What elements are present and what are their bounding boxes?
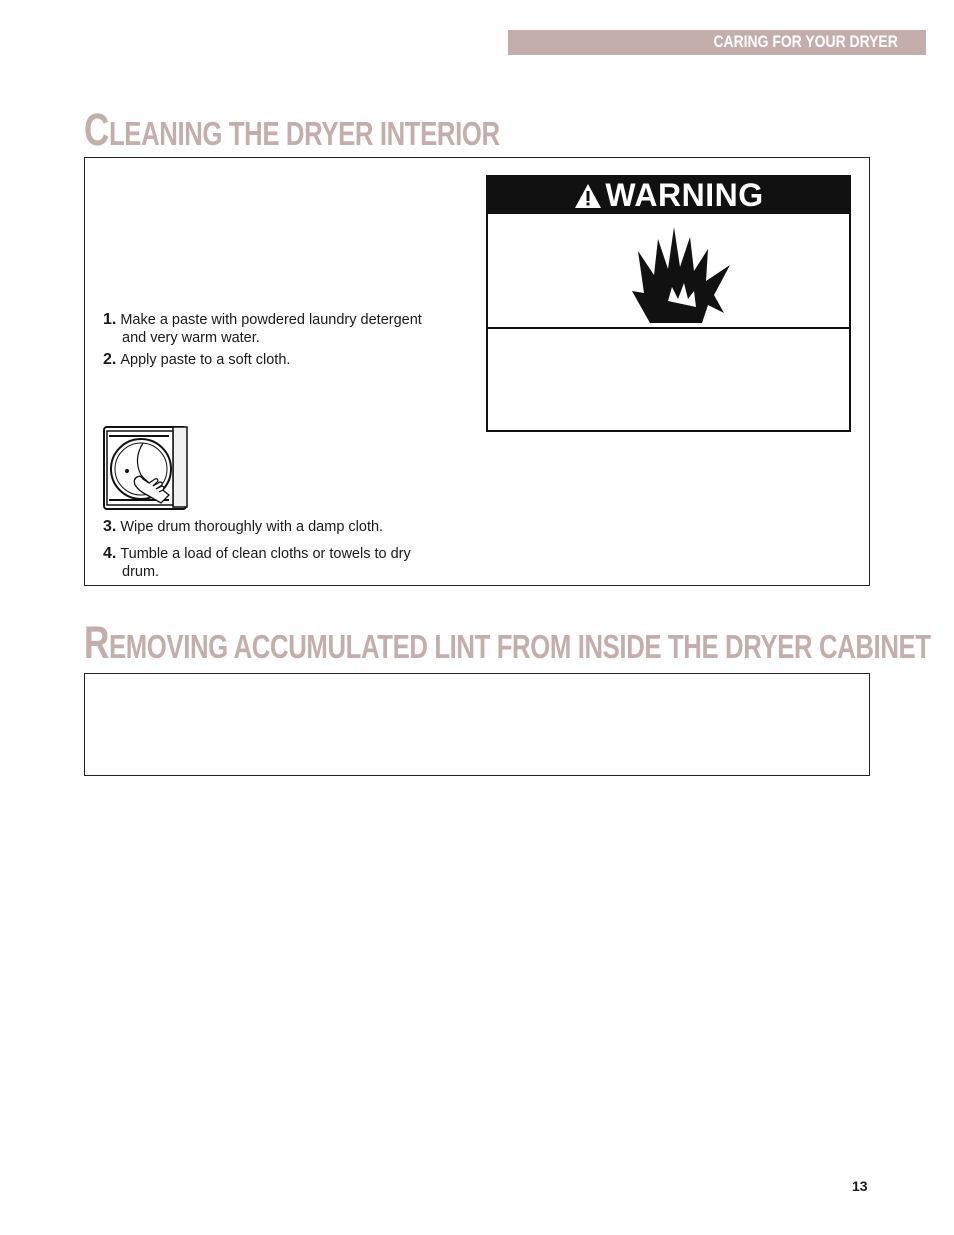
step-number: 4.	[103, 545, 117, 562]
step-text: Make a paste with powdered laundry detergent	[120, 312, 422, 328]
warning-label: WARNING	[605, 177, 764, 213]
header-section-band	[508, 30, 926, 55]
step-text-continued: drum.	[122, 564, 160, 580]
step-text: Apply paste to a soft cloth.	[120, 352, 291, 368]
section-title-cleaning-interior	[84, 104, 500, 156]
warning-divider	[488, 327, 849, 329]
section-title-removing-lint	[84, 617, 931, 669]
section-title-initial: R	[84, 617, 109, 668]
step-item	[103, 545, 468, 581]
step-text: Tumble a load of clean cloths or towels to dry	[120, 546, 411, 562]
header-section-label: CARING FOR YOUR DRYER	[713, 32, 898, 51]
step-number: 3.	[103, 518, 117, 535]
warning-box	[486, 175, 851, 432]
step-text: Wipe drum thoroughly with a damp cloth.	[120, 519, 384, 535]
step-number: 1.	[103, 311, 117, 328]
step-text-continued: and very warm water.	[122, 330, 260, 346]
step-item	[103, 351, 468, 369]
step-item	[103, 518, 468, 536]
step-item	[103, 311, 468, 347]
page-number: 13	[852, 1178, 868, 1194]
explosion-icon	[628, 221, 738, 325]
section-title-initial: C	[84, 104, 109, 155]
section-title-rest: LEANING THE DRYER INTERIOR	[108, 115, 500, 152]
step-number: 2.	[103, 351, 117, 368]
lint-removal-box	[84, 673, 870, 776]
warning-header	[488, 177, 849, 214]
section-title-rest: EMOVING ACCUMULATED LINT FROM INSIDE THE DRYER CABINET	[108, 628, 931, 665]
warning-triangle-icon	[573, 182, 603, 210]
hand-wiping-drum-illustration	[103, 425, 188, 510]
